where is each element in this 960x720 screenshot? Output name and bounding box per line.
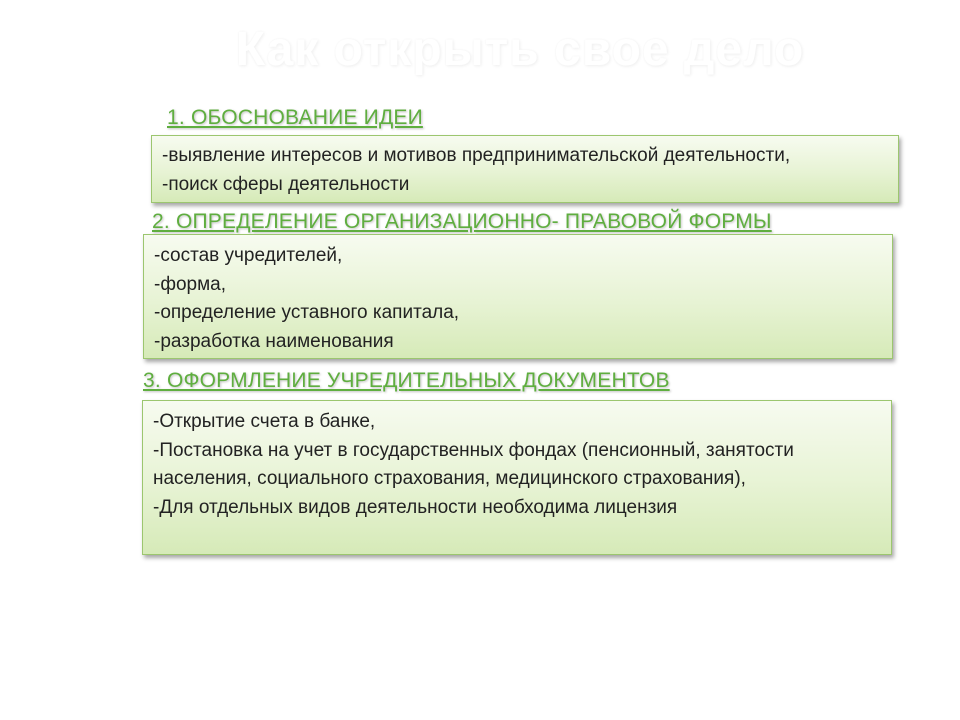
section-heading-idea: 1. ОБОСНОВАНИЕ ИДЕИ: [167, 106, 423, 129]
box-line: -определение уставного капитала,: [154, 302, 460, 323]
box-line: -поиск сферы деятельности: [162, 173, 410, 195]
section-box-documents: [142, 400, 892, 555]
box-line: -форма,: [154, 273, 227, 295]
section-box-idea: [151, 135, 899, 203]
section-heading-legal-form: 2. ОПРЕДЕЛЕНИЕ ОРГАНИЗАЦИОННО- ПРАВОВОЙ ФОРМЫ: [152, 210, 772, 233]
box-line: -Открытие счета в банке,: [153, 411, 376, 432]
section-box-legal-form: [143, 234, 893, 359]
section-heading-documents: 3. ОФОРМЛЕНИЕ УЧРЕДИТЕЛЬНЫХ ДОКУМЕНТОВ: [143, 369, 670, 392]
box-line: -состав учредителей,: [154, 245, 343, 266]
box-line: -Для отдельных видов деятельности необходима лицензия: [153, 496, 678, 518]
box-line: -выявление интересов и мотивов предпринимательской деятельности,: [162, 145, 791, 166]
box-line: -разработка наименования: [154, 330, 394, 352]
box-line: -Постановка на учет в государственных фондах (пенсионный, занятости населения, социального страхования, медицинского страхования),: [153, 439, 794, 489]
slide-title: Как открыть свое дело: [235, 23, 805, 76]
